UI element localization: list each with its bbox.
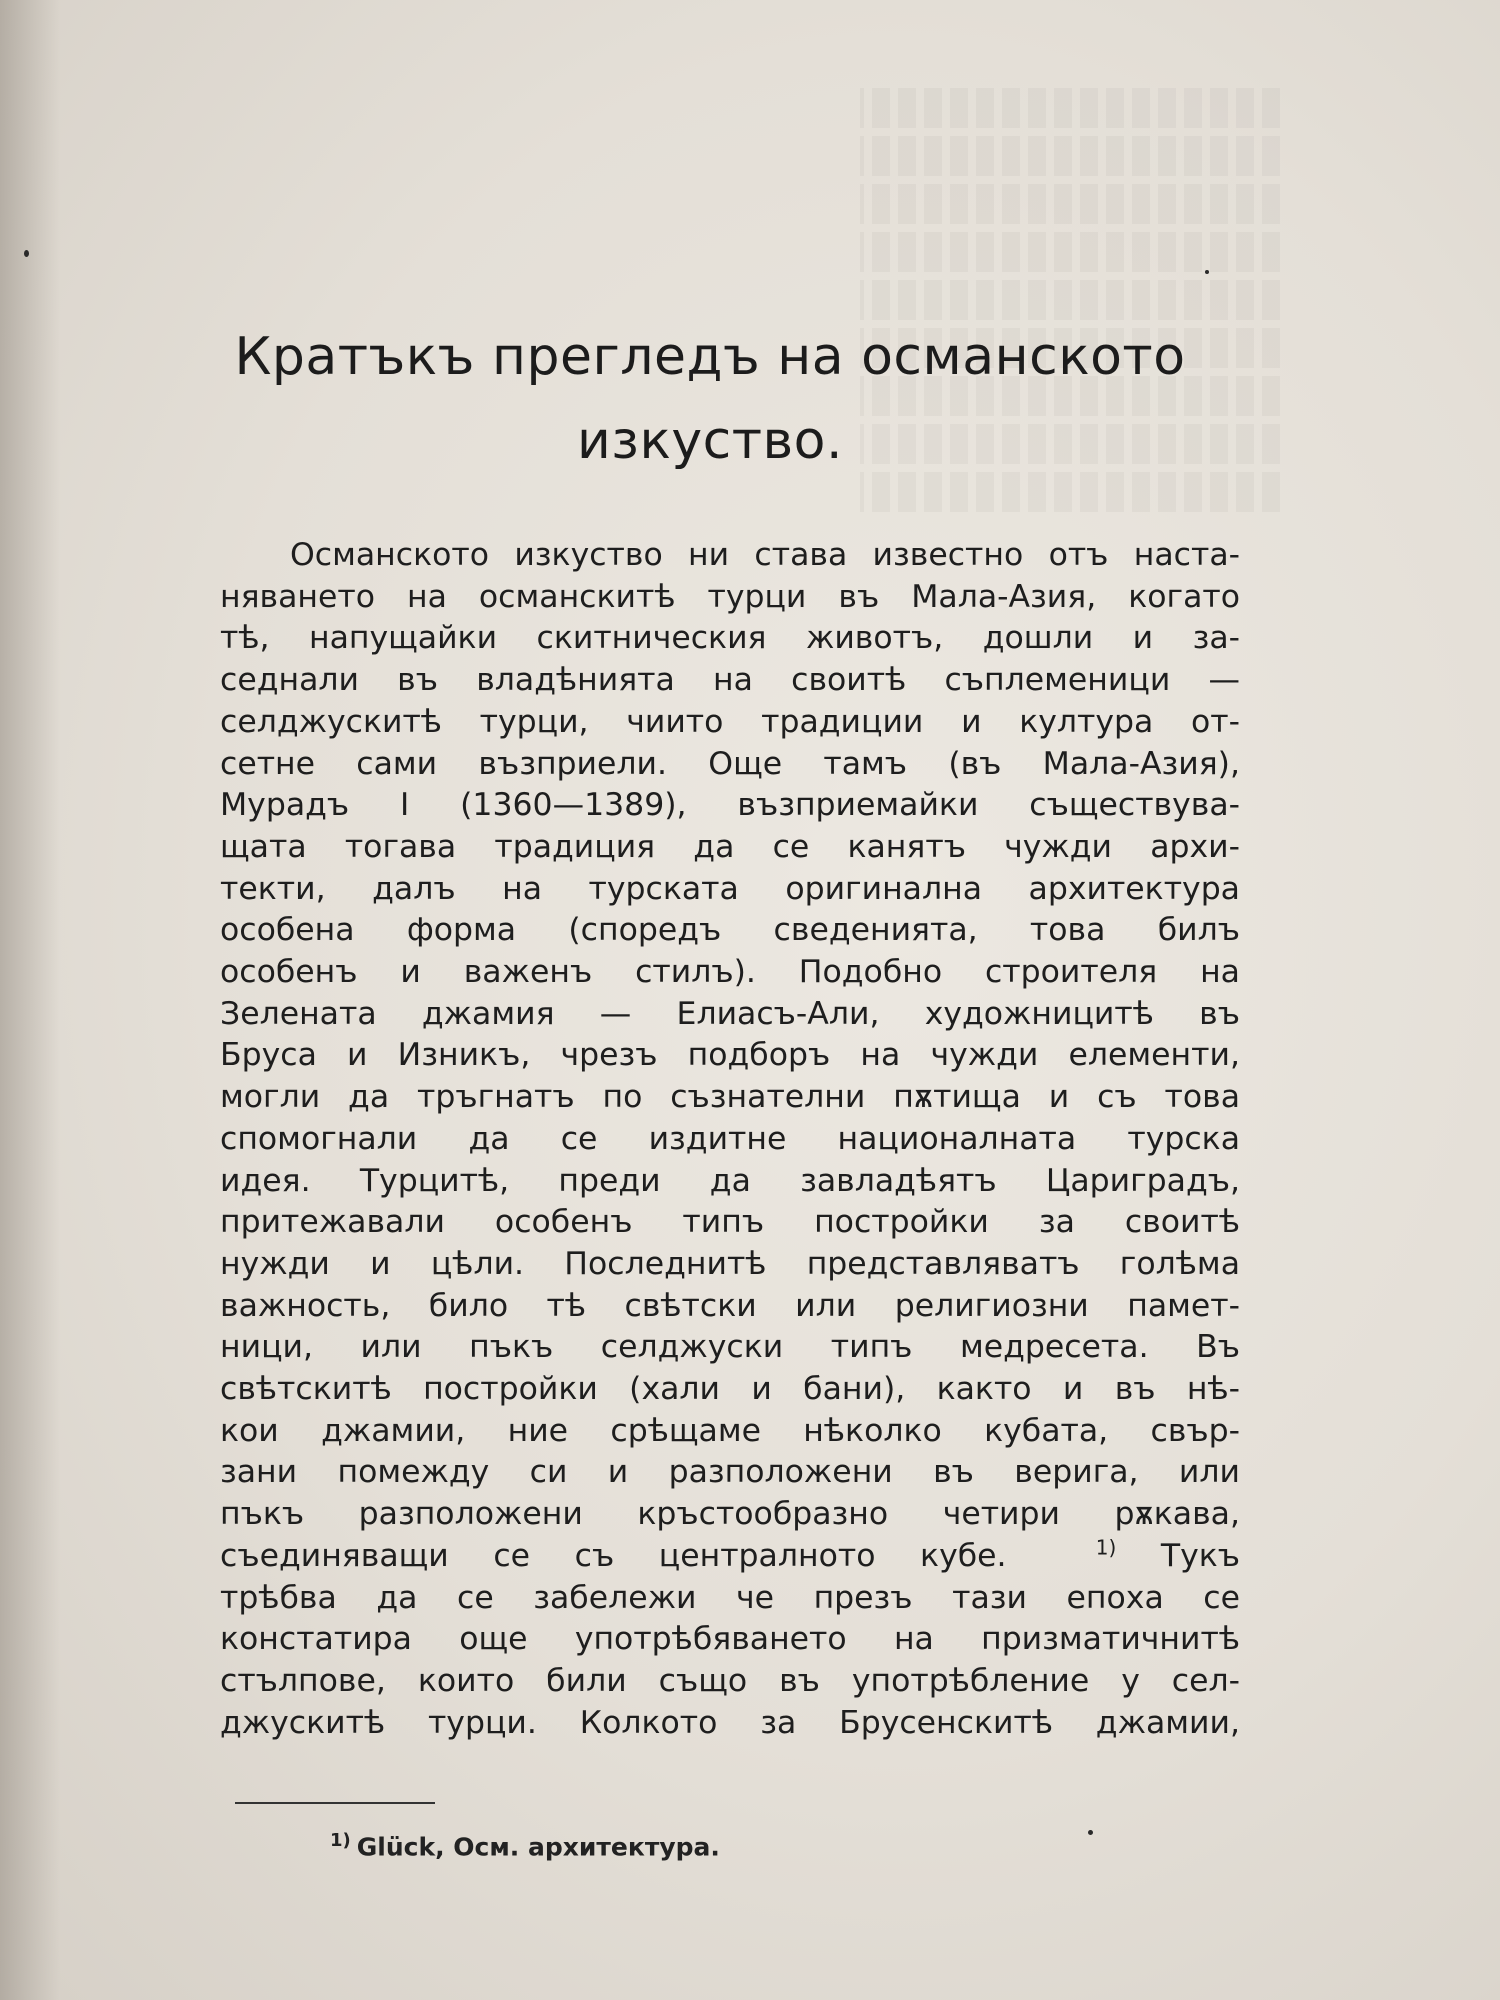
text-line: притежавали особенъ типъ постройки за своитѣ [220, 1204, 1240, 1241]
text-line: Зелената джамия — Елиасъ-Али, художницитѣ въ [220, 995, 1240, 1032]
text-line: текти, далъ на турската оригинална архитектура [220, 870, 1240, 907]
paper-speck [1205, 270, 1209, 274]
footnote-divider [235, 1802, 435, 1804]
text-line: Мурадъ I (1360—1389), възприемайки съществува- [220, 787, 1240, 824]
text-line: щата тогава традиция да се канятъ чужди архи- [220, 828, 1240, 865]
text-line: селджускитѣ турци, чиито традиции и култура от- [220, 703, 1240, 740]
body-paragraph [220, 535, 1240, 1744]
text-line-part: Тукъ [1160, 1537, 1241, 1574]
text-line: свѣтскитѣ постройки (хали и бани), както и въ нѣ- [220, 1371, 1240, 1408]
text-line: пъкъ разположени кръстообразно четири рѫкава, [220, 1496, 1240, 1533]
text-line: Бруса и Изникъ, чрезъ подборъ на чужди елементи, [220, 1037, 1240, 1074]
text-line: констатира още употрѣбяването на призматичнитѣ [220, 1621, 1240, 1658]
text-line: джускитѣ турци. Колкото за Брусенскитѣ джамии, [220, 1704, 1240, 1741]
footnote-marker: 1) [330, 1830, 351, 1851]
text-line: тѣ, напущайки скитническия животъ, дошли и за- [220, 620, 1240, 657]
text-line: особенъ и важенъ стилъ). Подобно строителя на [220, 954, 1240, 991]
chapter-title-line-2: изкуство. [577, 411, 843, 471]
text-line: няването на османскитѣ турци въ Мала-Азия, когато [220, 578, 1240, 615]
chapter-title-line-1: Кратъкъ прегледъ на османското [234, 327, 1186, 387]
text-line: особена форма (споредъ сведенията, това билъ [220, 912, 1240, 949]
chapter-title [160, 315, 1260, 483]
footnote [330, 1830, 720, 1861]
text-line: стълпове, които били също въ употрѣбление у сел- [220, 1662, 1240, 1699]
text-line: идея. Турцитѣ, преди да завладѣятъ Цариградъ, [220, 1162, 1240, 1199]
footnote-text: Glück, Осм. архитектура. [356, 1832, 720, 1862]
text-line: трѣбва да се забележи че презъ тази епоха се [220, 1579, 1240, 1616]
text-line: Османското изкуство ни става известно отъ наста- [290, 537, 1240, 573]
text-line: могли да тръгнатъ по съзнателни пѫтища и съ това [220, 1079, 1240, 1116]
text-line: зани помежду си и разположени въ верига, или [220, 1454, 1240, 1491]
text-line: кои джамии, ние срѣщаме нѣколко кубата, свър- [220, 1412, 1240, 1449]
binding-shadow [0, 0, 60, 2000]
paper-speck [24, 250, 29, 257]
text-line: нужди и цѣли. Последнитѣ представляватъ голѣма [220, 1245, 1240, 1282]
text-line: сетне сами възприели. Още тамъ (въ Мала-Азия), [220, 745, 1240, 782]
text-line: важность, било тѣ свѣтски или религиозни памет- [220, 1287, 1240, 1324]
footnote-ref: 1) [1095, 1535, 1117, 1560]
text-line-with-footnote-ref [220, 1536, 1240, 1578]
text-line: седнали въ владѣнията на своитѣ съплеменици — [220, 662, 1240, 699]
paper-speck [1088, 1830, 1093, 1835]
text-line: спомогнали да се издитне националната турска [220, 1120, 1240, 1157]
text-line-part: съединяващи се съ централното кубе. [220, 1537, 1007, 1574]
text-line: ници, или пъкъ селджуски типъ медресета. Въ [220, 1329, 1240, 1366]
